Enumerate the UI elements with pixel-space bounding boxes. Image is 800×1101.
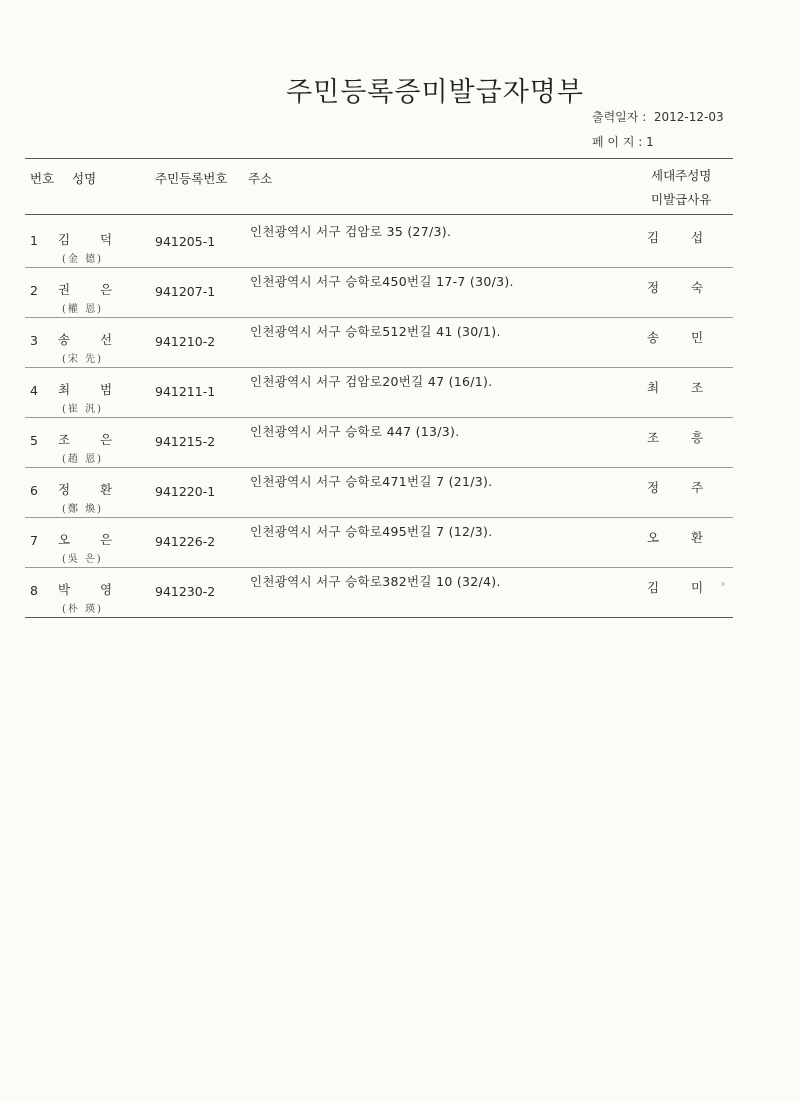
row-name: 조 은 (58, 432, 126, 447)
output-date: 출력일자 : 2012-12-03 (592, 110, 724, 124)
row-name: 권 은 (58, 282, 126, 297)
row-rrn: 941205-1 (155, 234, 216, 249)
row-number: 3 (30, 333, 38, 348)
row-number: 2 (30, 283, 38, 298)
row-name-hanja: (崔 汎) (62, 404, 103, 415)
ink-smudge (721, 582, 725, 586)
header-no: 번호 (30, 171, 55, 186)
row-name-hanja: (朴 瑛) (62, 604, 103, 615)
document-title: 주민등록증미발급자명부 (286, 77, 584, 108)
row-rrn: 941226-2 (155, 534, 216, 549)
row-address: 인천광역시 서구 검암로20번길 47 (16/1). (250, 374, 493, 389)
row-name-hanja: (權 恩) (62, 304, 103, 315)
header-household-head: 세대주성명 (651, 168, 712, 183)
row-household-head: 송 민 (647, 330, 718, 345)
row-rrn: 941207-1 (155, 284, 216, 299)
row-household-head: 김 섭 (647, 230, 718, 245)
row-number: 1 (30, 233, 38, 248)
header-bottom-rule (25, 214, 733, 215)
row-rrn: 941210-2 (155, 334, 216, 349)
table-row (0, 416, 800, 466)
row-rrn: 941220-1 (155, 484, 216, 499)
row-address: 인천광역시 서구 승학로382번길 10 (32/4). (250, 574, 501, 589)
row-household-head: 정 숙 (647, 280, 718, 295)
row-address: 인천광역시 서구 승학로 447 (13/3). (250, 424, 460, 439)
header-top-rule (25, 158, 733, 159)
row-name-hanja: (鄭 煥) (62, 504, 103, 515)
row-address: 인천광역시 서구 승학로471번길 7 (21/3). (250, 474, 493, 489)
row-household-head: 김 미 (647, 580, 718, 595)
row-number: 4 (30, 383, 38, 398)
table-row (0, 216, 800, 266)
row-number: 8 (30, 583, 38, 598)
row-name-hanja: (金 德) (62, 254, 103, 265)
row-household-head: 최 조 (647, 380, 718, 395)
page-number-value: 1 (646, 135, 654, 149)
output-date-value: 2012-12-03 (653, 110, 724, 124)
header-name: 성명 (72, 171, 97, 186)
row-address: 인천광역시 서구 검암로 35 (27/3). (250, 224, 452, 239)
row-name-hanja: (吳 은) (62, 554, 103, 565)
row-divider (25, 617, 733, 618)
row-name: 정 환 (58, 482, 126, 497)
row-rrn: 941215-2 (155, 434, 216, 449)
table-row (0, 316, 800, 366)
row-rrn: 941230-2 (155, 584, 216, 599)
row-household-head: 오 환 (647, 530, 718, 545)
row-name: 최 범 (58, 382, 126, 397)
header-reason: 미발급사유 (651, 192, 712, 207)
row-rrn: 941211-1 (155, 384, 216, 399)
row-name-hanja: (宋 先) (62, 354, 103, 365)
row-number: 6 (30, 483, 38, 498)
row-address: 인천광역시 서구 승학로495번길 7 (12/3). (250, 524, 493, 539)
header-rrn: 주민등록번호 (155, 171, 228, 186)
output-date-label: 출력일자 (592, 110, 639, 124)
table-row (0, 266, 800, 316)
row-household-head: 정 주 (647, 480, 718, 495)
page-number: 페 이 지 : 1 (592, 135, 654, 149)
row-name-hanja: (趙 恩) (62, 454, 103, 465)
table-row (0, 366, 800, 416)
row-number: 7 (30, 533, 38, 548)
table-row (0, 516, 800, 566)
row-name: 박 영 (58, 582, 126, 597)
row-address: 인천광역시 서구 승학로450번길 17-7 (30/3). (250, 274, 514, 289)
row-name: 오 은 (58, 532, 126, 547)
row-name: 송 선 (58, 332, 126, 347)
table-row (0, 566, 800, 616)
row-household-head: 조 흥 (647, 430, 718, 445)
row-number: 5 (30, 433, 38, 448)
table-row (0, 466, 800, 516)
row-name: 김 덕 (58, 232, 126, 247)
header-address: 주소 (248, 171, 273, 186)
page-label: 페 이 지 (592, 135, 635, 149)
row-address: 인천광역시 서구 승학로512번길 41 (30/1). (250, 324, 501, 339)
